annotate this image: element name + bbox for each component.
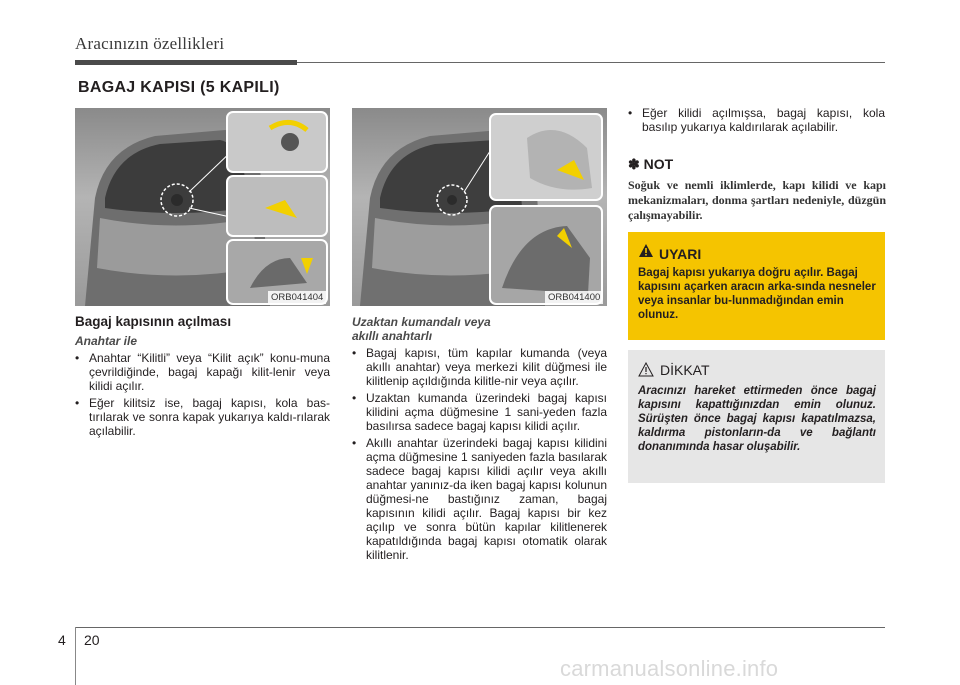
footer-page-number: 20 bbox=[84, 632, 100, 648]
warning-box bbox=[628, 232, 885, 340]
list-item: • Anahtar “Kilitli” veya “Kilit açık” konu-muna çevrildiğinde, bagaj kapağı kilit-lenir veya kilidi açılır. bbox=[75, 351, 330, 393]
footer-chapter-number: 4 bbox=[58, 632, 66, 648]
list-item: • Uzaktan kumanda üzerindeki bagaj kapısı kilidini açma düğmesine 1 sani-yeden fazla basılırsa sadece bagaj kapısı kilidi açılır. bbox=[352, 391, 607, 433]
warning-text: Bagaj kapısı yukarıya doğru açılır. Bagaj kapısını açarken aracın arka-sında nesneler veya insanlar bu-lunmadığından emin olunuz. bbox=[638, 267, 876, 321]
section-title: BAGAJ KAPISI (5 KAPILI) bbox=[78, 79, 280, 96]
list-item: • Akıllı anahtar üzerindeki bagaj kapısı kilidini açma düğmesine 1 saniyeden fazla basılarak sadece bagaj kapısı kilidi açılır veya akıllı anahtar yanınız-da iken bagaj kapısı kolunun düğmesi-ne bastığınız zaman, bagaj kapısının kilidi açılır. Bagaj kapısı bir kez açılıp ve sonra bütün kapılar kilitlenerek kapatıldığında bagaj kapısı otomatik olarak kilitlenir. bbox=[352, 436, 607, 562]
car-rear-key-illustration bbox=[75, 108, 330, 306]
figure-code-left: ORB041404 bbox=[268, 291, 326, 304]
caution-triangle-icon bbox=[638, 362, 654, 377]
col1-subheading: Anahtar ile bbox=[75, 334, 138, 348]
col1-bullet-list bbox=[75, 351, 330, 441]
footer-divider bbox=[75, 627, 76, 685]
header-rule bbox=[297, 62, 885, 63]
figure-code-right: ORB041400 bbox=[545, 291, 603, 304]
warning-triangle-icon bbox=[638, 243, 654, 258]
col3-bullet-list bbox=[628, 106, 885, 137]
list-item: • Eğer kilidi açılmışsa, bagaj kapısı, kola basılıp yukarıya kaldırılarak açılabilir. bbox=[628, 106, 885, 134]
list-item: • Eğer kilitsiz ise, bagaj kapısı, kola bas-tırılarak ve sonra kapak yukarıya kaldı-rılarak açılabilir. bbox=[75, 396, 330, 438]
warning-title: UYARI bbox=[659, 246, 702, 262]
col2-bullet-list bbox=[352, 346, 607, 565]
header-bar bbox=[75, 60, 297, 65]
col1-heading: Bagaj kapısının açılması bbox=[75, 314, 232, 329]
caution-text: Aracınızı hareket ettirmeden önce bagaj kapısını kapattığınızdan emin olunuz. Sürüşten önce bagaj kapısı kapatılmazsa, kaldırma pistonların-da ve bağlantı donanımında hasar oluşabilir. bbox=[638, 385, 876, 453]
figure-right bbox=[352, 108, 607, 306]
caution-box bbox=[628, 350, 885, 483]
chapter-title: Aracınızın özellikleri bbox=[75, 34, 225, 53]
footer-rule bbox=[75, 627, 885, 628]
watermark: carmanualsonline.info bbox=[560, 656, 779, 681]
list-item: • Bagaj kapısı, tüm kapılar kumanda (veya akıllı anahtar) veya merkezi kilit düğmesi ile kilitlenip açıldığında kilitle-nir veya açılır. bbox=[352, 346, 607, 388]
col2-subheading-line1: Uzaktan kumandalı veya bbox=[352, 315, 491, 329]
car-rear-remote-illustration bbox=[352, 108, 607, 306]
col2-subheading-line2: akıllı anahtarlı bbox=[352, 329, 433, 343]
figure-left bbox=[75, 108, 330, 306]
caution-title: DİKKAT bbox=[660, 362, 710, 378]
note-text: Soğuk ve nemli iklimlerde, kapı kilidi ve kapı mekanizmaları, donma şartları nedeniyle, düzgün çalışmayabilir. bbox=[628, 178, 886, 222]
note-title: ✽ NOT bbox=[628, 156, 674, 172]
